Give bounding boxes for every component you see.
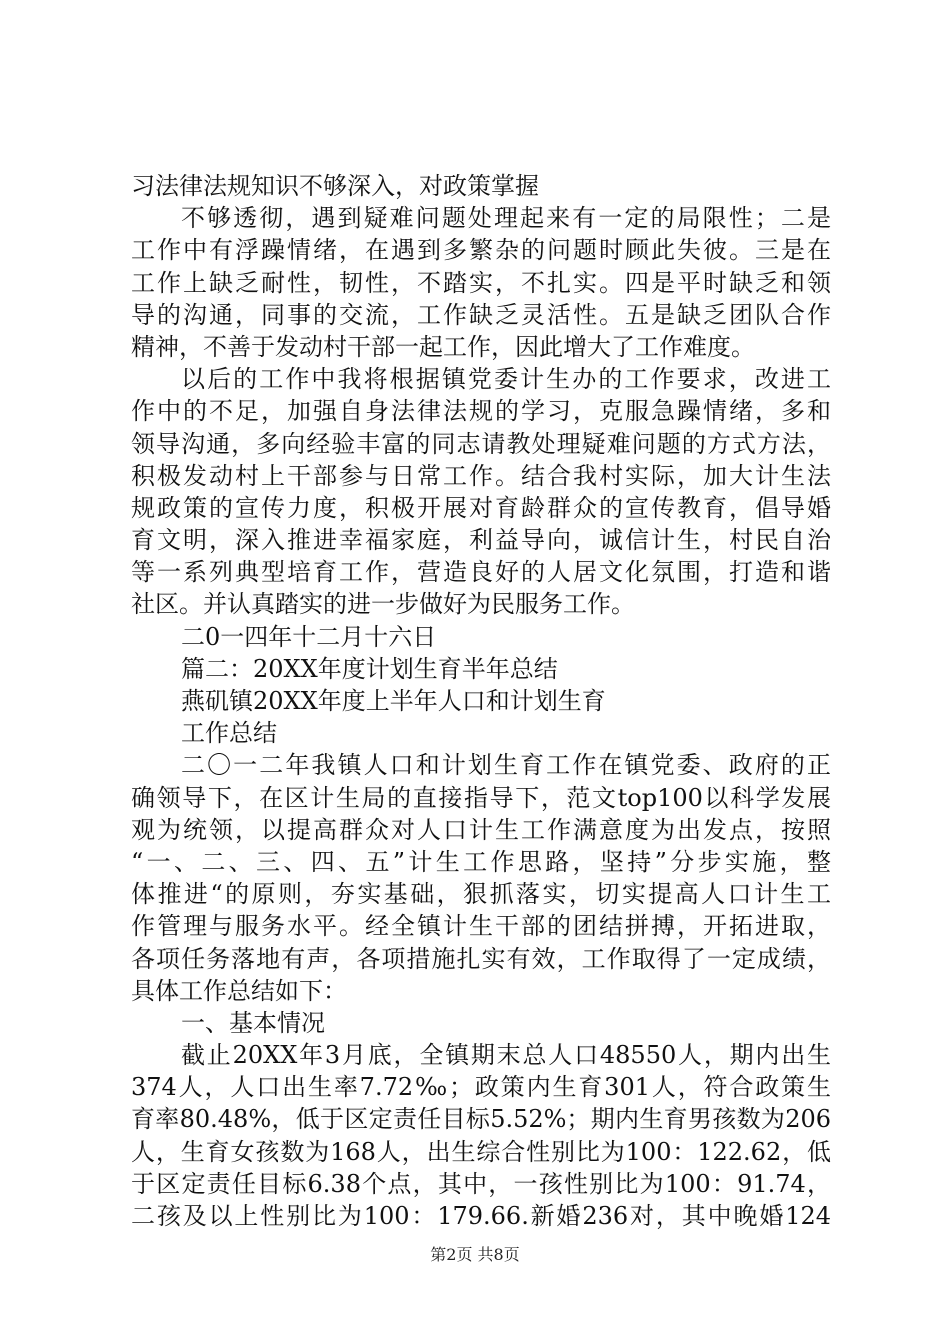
page-number-label: 第2页 共8页 <box>430 1245 520 1264</box>
text-line: 作管理与服务水平。经全镇计生干部的团结拼搏，开拓进取， <box>131 912 831 941</box>
text-line: 确领导下，在区计生局的直接指导下，范文top100以科学发展 <box>131 783 831 812</box>
text-line: 规政策的宣传力度，积极开展对育龄群众的宣传教育，倡导婚 <box>131 493 831 522</box>
text-line: 人，生育女孩数为168人，出生综合性别比为100：122.62，低 <box>131 1137 831 1166</box>
text-line: 积极发动村上干部参与日常工作。结合我村实际，加大计生法 <box>131 461 831 490</box>
text-line: 精神，不善于发动村干部一起工作，因此增大了工作难度。 <box>131 332 755 361</box>
text-line: 各项任务落地有声，各项措施扎实有效，工作取得了一定成绩， <box>131 944 831 973</box>
date-line: 二0一四年十二月十六日 <box>181 622 437 651</box>
page-footer <box>0 1245 950 1265</box>
text-line: 等一系列典型培育工作，营造良好的人居文化氛围，打造和谐 <box>131 558 831 587</box>
text-line: 具体工作总结如下： <box>131 976 347 1005</box>
text-line: 二〇一二年我镇人口和计划生育工作在镇党委、政府的正 <box>181 751 831 780</box>
section-heading: 篇二：20XX年度计划生育半年总结 <box>181 654 558 683</box>
text-line: 于区定责任目标6.38个点，其中，一孩性别比为100：91.74， <box>131 1169 831 1198</box>
report-title: 燕矶镇20XX年度上半年人口和计划生育 <box>181 687 606 715</box>
text-line: 二孩及以上性别比为100：179.66.新婚236对，其中晚婚124 <box>131 1202 831 1230</box>
text-line: 体推进“的原则，夯实基础，狠抓落实，切实提高人口计生工 <box>131 880 831 909</box>
text-line: 374人，人口出生率7.72‰；政策内生育301人，符合政策生 <box>131 1073 831 1102</box>
text-line: 工作中有浮躁情绪，在遇到多繁杂的问题时顾此失彼。三是在 <box>131 236 831 265</box>
text-line: 领导沟通，多向经验丰富的同志请教处理疑难问题的方式方法， <box>131 429 831 458</box>
text-line: 习法律法规知识不够深入，对政策掌握 <box>131 172 539 200</box>
text-line: 育率80.48%，低于区定责任目标5.52%；期内生育男孩数为206 <box>131 1105 831 1134</box>
text-line: “一、二、三、四、五”计生工作思路，坚持”分步实施，整 <box>131 847 831 876</box>
text-line: 观为统领，以提高群众对人口计生工作满意度为出发点，按照 <box>131 815 831 844</box>
text-line: 作中的不足，加强自身法律法规的学习，克服急躁情绪，多和 <box>131 397 831 426</box>
text-line: 截止20XX年3月底，全镇期末总人口48550人，期内出生 <box>181 1041 831 1070</box>
text-line: 以后的工作中我将根据镇党委计生办的工作要求，改进工 <box>181 365 831 394</box>
document-body <box>131 170 831 1232</box>
report-title-continued: 工作总结 <box>181 719 277 748</box>
subsection-heading: 一、基本情况 <box>181 1008 325 1037</box>
text-line: 不够透彻，遇到疑难问题处理起来有一定的局限性；二是 <box>181 204 831 233</box>
text-line: 育文明，深入推进幸福家庭，利益导向，诚信计生，村民自治 <box>131 526 831 555</box>
text-line: 社区。并认真踏实的进一步做好为民服务工作。 <box>131 590 635 619</box>
text-line: 导的沟通，同事的交流，工作缺乏灵活性。五是缺乏团队合作 <box>131 300 831 329</box>
text-line: 工作上缺乏耐性，韧性，不踏实，不扎实。四是平时缺乏和领 <box>131 268 831 297</box>
